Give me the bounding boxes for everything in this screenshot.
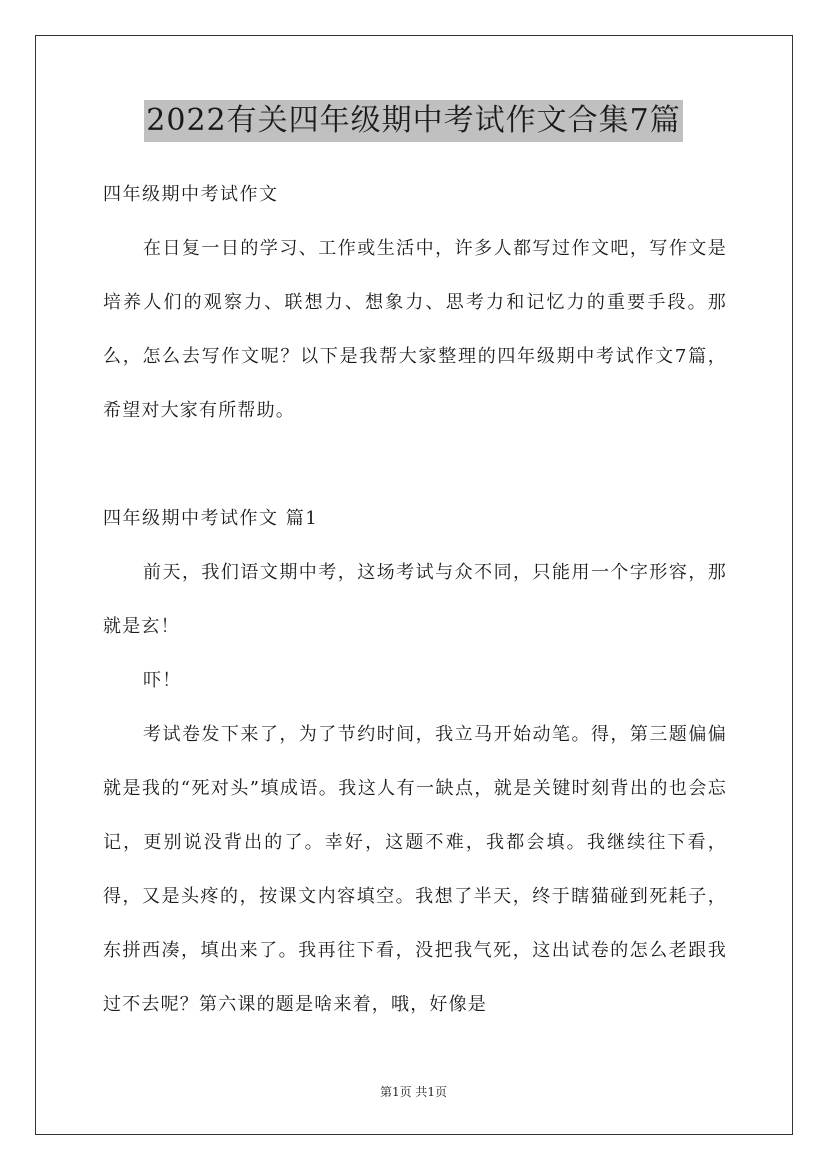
body-paragraph: 考试卷发下来了，为了节约时间，我立马开始动笔。得，第三题偏偏就是我的“死对头”填成语。我这人有一缺点，就是关键时刻背出的也会忘记，更别说没背出的了。幸好，这题不难，我都会填。我继续往下看，得，又是头疼的，按课文内容填空。我想了半天，终于瞎猫碰到死耗子，东拼西凑，填出来了。我再往下看，没把我气死，这出试卷的怎么老跟我过不去呢？第六课的题是啥来着，哦，好像是 [103,724,727,1015]
document-title-wrapper [0,100,827,142]
intro-heading: 四年级期中考试作文 [103,184,279,205]
intro-paragraph: 在日复一日的学习、工作或生活中，许多人都写过作文吧，写作文是培养人们的观察力、联想力、想象力、思考力和记忆力的重要手段。那么，怎么去写作文呢？以下是我帮大家整理的四年级期中考试作文7篇，希望对大家有所帮助。 [103,238,727,421]
document-title: 2022有关四年级期中考试作文合集7篇 [144,100,682,142]
section-spacer [103,438,727,492]
section-heading: 四年级期中考试作文 篇1 [103,508,319,529]
body-paragraph: 吓！ [143,670,182,691]
page-number: 第1页 共1页 [379,1085,448,1099]
document-body [103,168,727,1032]
body-paragraph: 前天，我们语文期中考，这场考试与众不同，只能用一个字形容，那就是玄！ [103,562,727,637]
